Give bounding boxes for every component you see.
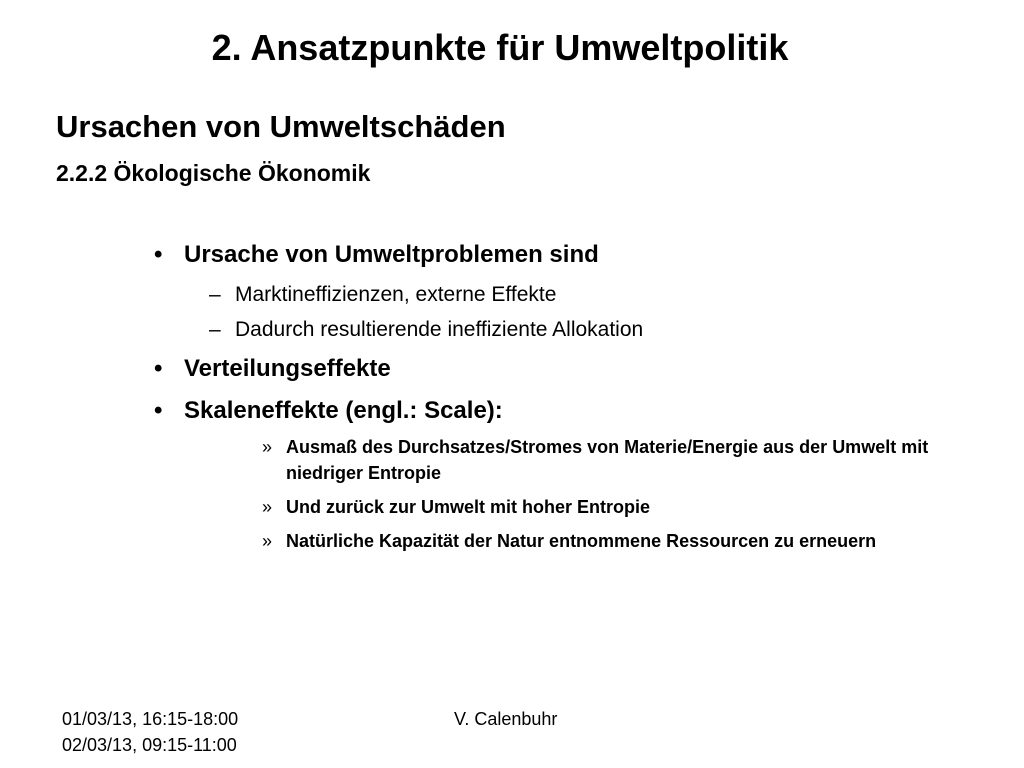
- bullet-marker: •: [154, 241, 163, 268]
- dash-item: [209, 281, 556, 309]
- footer-author: V. Calenbuhr: [454, 709, 558, 729]
- sub-item: [262, 528, 942, 554]
- sub-marker: »: [262, 437, 273, 457]
- bullet-text: Ursache von Umweltproblemen sind: [184, 241, 599, 268]
- dash-text: Marktineffizienzen, externe Effekte: [235, 283, 557, 306]
- bullet-text: Verteilungseffekte: [184, 355, 391, 382]
- sub-marker: »: [262, 531, 273, 551]
- bullet-marker: •: [154, 355, 163, 382]
- sub-text: Ausmaß des Durchsatzes/Stromes von Materie/Energie aus der Umwelt mit niedriger Entropie: [286, 437, 929, 483]
- dash-item: [209, 316, 643, 344]
- slide-subtitle: Ursachen von Umweltschäden: [56, 109, 506, 144]
- bullet-marker: •: [154, 397, 163, 424]
- footer-date-line: 02/03/13, 09:15-11:00: [62, 735, 237, 755]
- dash-text: Dadurch resultierende ineffiziente Allokation: [235, 318, 644, 341]
- bullet-item: [154, 354, 391, 384]
- bullet-item: [154, 396, 503, 426]
- sub-text: Und zurück zur Umwelt mit hoher Entropie: [286, 497, 651, 517]
- bullet-text: Skaleneffekte (engl.: Scale):: [184, 397, 503, 424]
- footer-date: [62, 706, 238, 758]
- sub-item: [262, 434, 942, 486]
- sub-text: Natürliche Kapazität der Natur entnommene Ressourcen zu erneuern: [286, 531, 877, 551]
- footer-date-line: 01/03/13, 16:15-18:00: [62, 709, 239, 729]
- dash-marker: –: [209, 283, 221, 306]
- section-heading: 2.2.2 Ökologische Ökonomik: [56, 160, 371, 186]
- bullet-item: [154, 240, 599, 270]
- dash-marker: –: [209, 318, 221, 341]
- slide-title: 2. Ansatzpunkte für Umweltpolitik: [211, 27, 789, 68]
- sub-marker: »: [262, 497, 273, 517]
- sub-item: [262, 494, 942, 520]
